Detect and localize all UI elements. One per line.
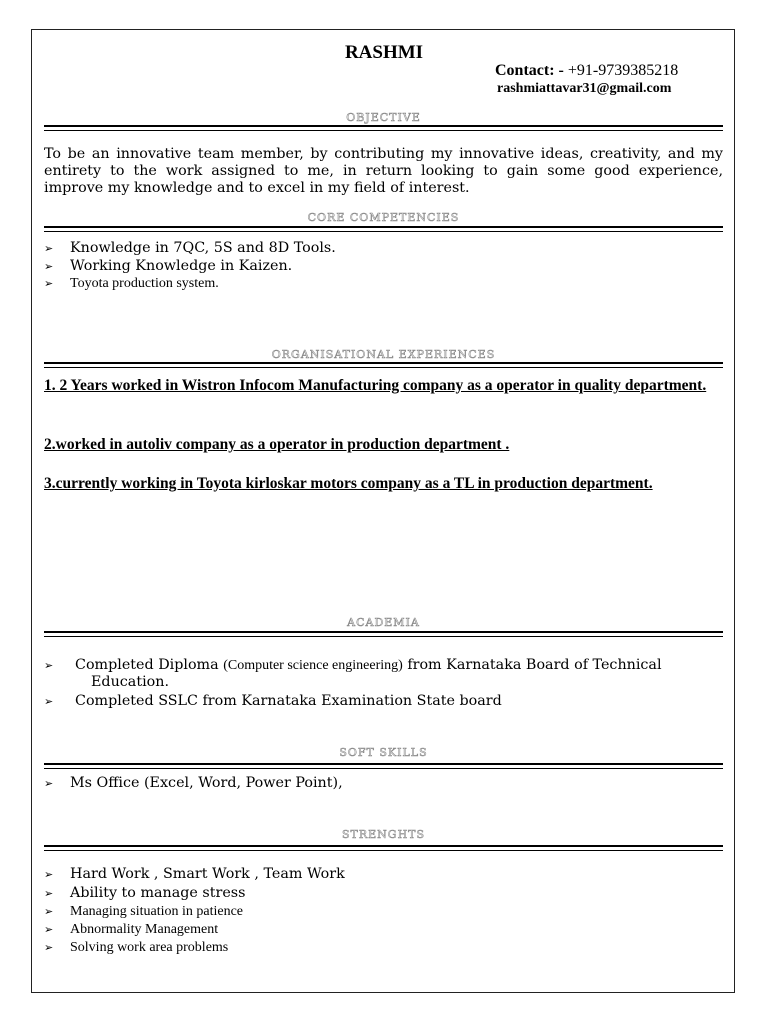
section-rule (44, 226, 723, 232)
list-item: ➢ Completed SSLC from Karnataka Examination State board (44, 693, 502, 709)
experience-item: 2.worked in autoliv company as a operator in production department . (44, 436, 510, 453)
arrow-bullet-icon: ➢ (44, 260, 54, 273)
experience-item: 1. 2 Years worked in Wistron Infocom Manufacturing company as a operator in quality department. (44, 377, 707, 394)
list-item: ➢ Ability to manage stress (44, 885, 246, 901)
section-rule (44, 631, 723, 637)
section-title-academia: ACADEMIA (347, 616, 420, 629)
section-rule (44, 362, 723, 368)
arrow-bullet-icon: ➢ (44, 277, 54, 290)
list-item: ➢ Managing situation in patience (44, 904, 244, 919)
arrow-bullet-icon: ➢ (44, 887, 54, 900)
contact-line (495, 62, 678, 80)
section-rule (44, 763, 723, 769)
email-address: rashmiattavar31@gmail.com (497, 81, 672, 96)
list-item: ➢ Toyota production system. (44, 276, 219, 291)
academia-continuation: Education. (91, 674, 170, 690)
phone-number: +91-9739385218 (563, 62, 679, 79)
section-rule (44, 125, 723, 131)
section-rule (44, 845, 723, 851)
list-item: ➢ Knowledge in 7QC, 5S and 8D Tools. (44, 240, 336, 256)
arrow-bullet-icon: ➢ (44, 923, 54, 936)
arrow-bullet-icon: ➢ (44, 242, 54, 255)
arrow-bullet-icon: ➢ (44, 695, 54, 708)
section-title-strengths: STRENGHTS (341, 828, 426, 841)
section-title-experience: ORGANISATIONAL EXPERIENCES (271, 348, 496, 361)
list-item: ➢ Working Knowledge in Kaizen. (44, 258, 293, 274)
list-item: ➢ Abnormality Management (44, 922, 219, 937)
candidate-name: RASHMI (344, 42, 424, 63)
arrow-bullet-icon: ➢ (44, 868, 54, 881)
section-title-soft-skills: SOFT SKILLS (339, 746, 428, 759)
list-item: ➢ Solving work area problems (44, 940, 229, 955)
section-title-objective: OBJECTIVE (346, 111, 421, 124)
arrow-bullet-icon: ➢ (44, 905, 54, 918)
arrow-bullet-icon: ➢ (44, 777, 54, 790)
list-item: ➢ Hard Work , Smart Work , Team Work (44, 866, 345, 882)
experience-item: 3.currently working in Toyota kirloskar motors company as a TL in production department. (44, 475, 653, 492)
list-item: ➢ Ms Office (Excel, Word, Power Point), (44, 775, 343, 791)
arrow-bullet-icon: ➢ (44, 659, 54, 672)
list-item: ➢ Completed Diploma (Computer science engineering) from Karnataka Board of Technical (44, 657, 662, 673)
contact-label: Contact: - (495, 62, 564, 79)
arrow-bullet-icon: ➢ (44, 941, 54, 954)
section-title-competencies: CORE COMPETENCIES (307, 211, 460, 224)
objective-text: To be an innovative team member, by contributing my innovative ideas, creativity, and my entirety to the work assigned to me, in return looking to gain some good experience, improve my knowledge and to excel in my field of interest. (44, 146, 723, 196)
